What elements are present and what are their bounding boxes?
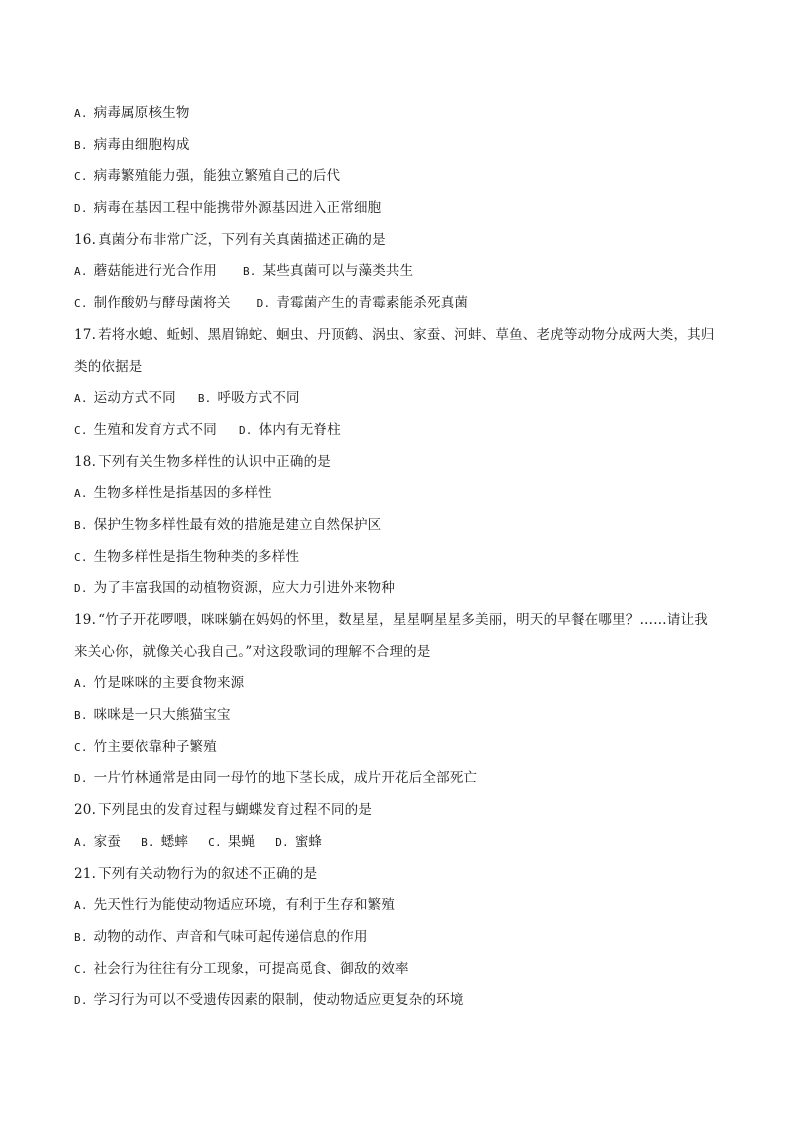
option-letter: A. bbox=[74, 107, 88, 120]
option-text: 竹主要依靠种子繁殖 bbox=[93, 738, 217, 755]
q21-option-b bbox=[74, 922, 734, 954]
option-letter: C. bbox=[74, 962, 88, 976]
option-text: 蟋蟀 bbox=[160, 833, 189, 850]
option-letter: D. bbox=[256, 297, 271, 311]
q16-stem bbox=[74, 225, 734, 257]
option-letter: C. bbox=[208, 835, 222, 849]
option-letter: B. bbox=[242, 265, 257, 279]
question-text: “竹子开花啰喂，咪咪躺在妈妈的怀里，数星星，星星啊星星多美丽，明天的早餐在哪里？……请让我 bbox=[98, 612, 708, 628]
q15-option-c bbox=[74, 161, 734, 193]
option-letter: A. bbox=[74, 899, 88, 913]
option-text: 先天性行为能使动物适应环境，有利于生存和繁殖 bbox=[93, 897, 396, 914]
option-letter: D. bbox=[275, 835, 289, 849]
q20-option-c bbox=[208, 827, 255, 859]
q17-option-a bbox=[74, 383, 176, 415]
q19-stem-line-2 bbox=[74, 637, 734, 669]
option-text: 蜜蜂 bbox=[294, 833, 323, 850]
option-text: 运动方式不同 bbox=[93, 390, 176, 407]
option-text: 保护生物多样性最有效的措施是建立自然保护区 bbox=[93, 516, 382, 533]
option-text: 家蚕 bbox=[93, 833, 122, 850]
q17-options-row-2 bbox=[74, 415, 734, 447]
q19-option-c bbox=[74, 732, 734, 764]
option-letter: B. bbox=[141, 835, 155, 849]
q17-option-d bbox=[239, 415, 341, 447]
q20-option-d bbox=[275, 827, 322, 859]
option-text: 病毒属原核生物 bbox=[93, 105, 190, 121]
option-text: 生物多样性是指生物种类的多样性 bbox=[93, 548, 300, 565]
q18-option-d bbox=[74, 573, 734, 605]
option-text: 社会行为往往有分工现象，可提高觅食、御敌的效率 bbox=[93, 960, 409, 977]
option-text: 某些真菌可以与藻类共生 bbox=[262, 263, 414, 280]
option-letter: A. bbox=[74, 392, 88, 406]
q19-option-b bbox=[74, 700, 734, 732]
question-text: 真菌分布非常广泛，下列有关真菌描述正确的是 bbox=[98, 231, 386, 248]
option-letter: C. bbox=[74, 740, 88, 754]
option-letter: D. bbox=[74, 772, 88, 786]
q20-options-row bbox=[74, 827, 734, 859]
option-text: 生殖和发育方式不同 bbox=[93, 421, 217, 438]
option-text: 咪咪是一只大熊猫宝宝 bbox=[93, 707, 231, 724]
option-letter: A. bbox=[74, 265, 88, 279]
q17-options-row-1 bbox=[74, 383, 734, 415]
option-letter: B. bbox=[197, 392, 212, 406]
q21-stem bbox=[74, 859, 734, 891]
q15-option-b bbox=[74, 130, 734, 162]
q19-stem-line-1 bbox=[74, 605, 734, 637]
q18-stem bbox=[74, 447, 734, 479]
option-letter: B. bbox=[74, 138, 88, 152]
option-letter: A. bbox=[74, 835, 88, 849]
question-text-continued: 类的依据是 bbox=[74, 358, 143, 375]
q15-option-a bbox=[74, 98, 734, 130]
q19-option-d bbox=[74, 763, 734, 795]
option-text: 蘑菇能进行光合作用 bbox=[93, 263, 217, 280]
question-text: 若将水螅、蚯蚓、黑眉锦蛇、蛔虫、丹顶鹤、涡虫、家蚕、河蚌、草鱼、老虎等动物分成两大类，其归 bbox=[98, 326, 715, 343]
question-text: 下列有关动物行为的叙述不正确的是 bbox=[98, 865, 318, 882]
option-letter: B. bbox=[74, 930, 88, 944]
question-text: 下列有关生物多样性的认识中正确的是 bbox=[98, 453, 331, 470]
option-letter: A. bbox=[74, 677, 88, 691]
option-text: 病毒繁殖能力强，能独立繁殖自己的后代 bbox=[93, 168, 341, 185]
option-letter: C. bbox=[74, 550, 88, 564]
question-number: 20. bbox=[74, 802, 97, 819]
option-text: 病毒在基因工程中能携带外源基因进入正常细胞 bbox=[93, 200, 382, 217]
q16-option-a bbox=[74, 256, 217, 288]
option-text: 果蝇 bbox=[227, 833, 256, 850]
option-text: 为了丰富我国的动植物资源，应大力引进外来物种 bbox=[93, 580, 396, 597]
option-letter: D. bbox=[238, 423, 253, 437]
q17-option-c bbox=[74, 415, 217, 447]
option-letter: C. bbox=[74, 297, 88, 311]
option-text: 体内有无脊柱 bbox=[258, 421, 341, 438]
q16-options-row-1 bbox=[74, 256, 734, 288]
q18-option-c bbox=[74, 542, 734, 574]
option-text: 制作酸奶与酵母菌将关 bbox=[93, 295, 231, 312]
option-letter: B. bbox=[74, 518, 88, 532]
option-text: 呼吸方式不同 bbox=[217, 390, 300, 407]
q16-option-c bbox=[74, 288, 231, 320]
q21-option-c bbox=[74, 954, 734, 986]
option-text: 学习行为可以不受遗传因素的限制，使动物适应更复杂的环境 bbox=[93, 992, 464, 1009]
q18-option-b bbox=[74, 510, 734, 542]
option-letter: B. bbox=[74, 709, 88, 723]
q16-option-b bbox=[243, 256, 413, 288]
q17-option-b bbox=[198, 383, 300, 415]
q20-option-b bbox=[141, 827, 188, 859]
option-letter: D. bbox=[74, 994, 88, 1008]
q20-stem bbox=[74, 795, 734, 827]
option-letter: C. bbox=[74, 423, 88, 437]
q18-option-a bbox=[74, 478, 734, 510]
q17-stem-line-1 bbox=[74, 320, 734, 352]
question-number: 16. bbox=[74, 231, 97, 248]
q19-option-a bbox=[74, 668, 734, 700]
option-text: 病毒由细胞构成 bbox=[93, 136, 190, 153]
exam-page bbox=[74, 98, 734, 1017]
option-text: 生物多样性是指基因的多样性 bbox=[93, 485, 272, 502]
option-letter: D. bbox=[74, 202, 88, 216]
q21-option-d bbox=[74, 985, 734, 1017]
q21-option-a bbox=[74, 890, 734, 922]
question-number: 18. bbox=[74, 453, 97, 470]
option-letter: C. bbox=[74, 170, 88, 184]
q20-option-a bbox=[74, 827, 121, 859]
option-letter: D. bbox=[74, 582, 88, 596]
question-number: 21. bbox=[74, 865, 97, 882]
question-number: 17. bbox=[74, 326, 97, 343]
option-text: 动物的动作、声音和气味可起传递信息的作用 bbox=[93, 928, 368, 945]
question-text-continued: 来关心你，就像关心我自己。”对这段歌词的理解不合理的是 bbox=[74, 643, 431, 660]
question-text: 下列昆虫的发育过程与蝴蝶发育过程不同的是 bbox=[98, 802, 373, 819]
q16-options-row-2 bbox=[74, 288, 734, 320]
option-text: 竹是咪咪的主要食物来源 bbox=[93, 675, 245, 692]
q16-option-d bbox=[257, 288, 468, 320]
option-text: 青霉菌产生的青霉素能杀死真菌 bbox=[276, 295, 469, 312]
option-text: 一片竹林通常是由同一母竹的地下茎长成，成片开花后全部死亡 bbox=[93, 770, 478, 787]
q17-stem-line-2 bbox=[74, 352, 734, 384]
question-number: 19. bbox=[74, 612, 97, 628]
q15-option-d bbox=[74, 193, 734, 225]
option-letter: A. bbox=[74, 487, 88, 501]
